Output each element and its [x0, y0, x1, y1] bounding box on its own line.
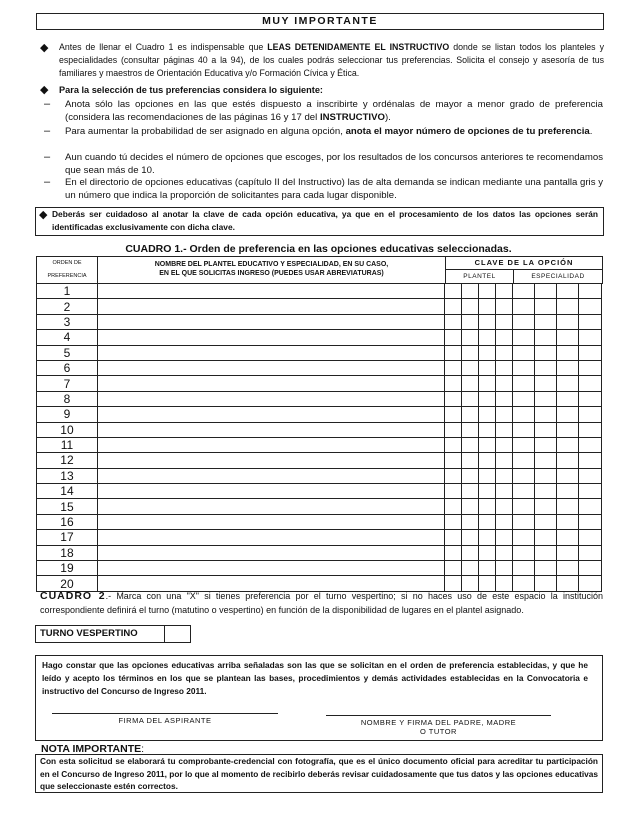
plantel-key-cell[interactable] — [462, 314, 479, 329]
nombre-label-1: NOMBRE DEL PLANTEL EDUCATIVO Y ESPECIALIDAD, EN SU CASO, — [154, 261, 389, 268]
especialidad-key-cell[interactable] — [513, 468, 535, 483]
especialidad-key-cell[interactable] — [579, 299, 602, 314]
row-number: 19 — [37, 561, 98, 576]
nombre-label-2: EN EL QUE SOLICITAS INGRESO (PUEDES USAR ABREVIATURAS) — [159, 270, 384, 277]
plantel-key-cell[interactable] — [462, 360, 479, 375]
row-number: 20 — [37, 576, 98, 591]
table-row — [37, 514, 602, 529]
especialidad-key-cell[interactable] — [557, 499, 579, 514]
especialidad-key-cell[interactable] — [579, 545, 602, 560]
cuadro2-text — [40, 590, 603, 617]
plantel-name-cell[interactable] — [97, 299, 444, 314]
table-row — [37, 576, 602, 591]
row-number: 13 — [37, 468, 98, 483]
plantel-name-cell[interactable] — [97, 484, 444, 499]
especialidad-key-cell[interactable] — [557, 437, 579, 452]
orden-label-2: PREFERENCIA — [47, 273, 87, 279]
plantel-key-cell[interactable] — [479, 499, 496, 514]
plantel-key-cell[interactable] — [496, 345, 513, 360]
especialidad-key-cell[interactable] — [535, 468, 557, 483]
especialidad-key-cell[interactable] — [535, 453, 557, 468]
especialidad-key-cell[interactable] — [557, 360, 579, 375]
especialidad-key-cell[interactable] — [535, 514, 557, 529]
orden-label-1: ORDEN DE — [52, 260, 82, 266]
especialidad-key-cell[interactable] — [579, 437, 602, 452]
intro-paragraph-1 — [59, 41, 604, 80]
plantel-key-cell[interactable] — [445, 453, 462, 468]
plantel-key-cell[interactable] — [496, 360, 513, 375]
especialidad-key-cell[interactable] — [513, 345, 535, 360]
declaration-text: Hago constar que las opciones educativas arriba señaladas son las que se solicitan en el orden de preferencia establecidas, y que he leído y acepto los términos en los que se plantean las bases, procedimientos y demás actividades establecidas en la Convocatoria e instructivo del Concurso de Ingreso 2011. — [42, 660, 588, 696]
table-row — [37, 284, 602, 299]
plantel-key-cell[interactable] — [496, 314, 513, 329]
plantel-key-cell[interactable] — [479, 514, 496, 529]
plantel-name-cell[interactable] — [97, 391, 444, 406]
especialidad-key-cell[interactable] — [513, 376, 535, 391]
plantel-key-cell[interactable] — [445, 330, 462, 345]
intro-p1-bold: LEAS DETENIDAMENTE EL INSTRUCTIVO — [267, 42, 450, 52]
plantel-key-cell[interactable] — [479, 391, 496, 406]
cuadro1-header-orden — [36, 256, 98, 284]
especialidad-key-cell[interactable] — [557, 468, 579, 483]
table-row — [37, 360, 602, 375]
plantel-key-cell[interactable] — [496, 484, 513, 499]
plantel-key-cell[interactable] — [496, 437, 513, 452]
plantel-key-cell[interactable] — [462, 422, 479, 437]
dash-item-2 — [65, 125, 603, 138]
table-row — [37, 437, 602, 452]
dash-item-2-bold: anota el mayor número de opciones de tu preferencia — [345, 126, 590, 137]
dash-icon: – — [44, 98, 51, 110]
plantel-key-cell[interactable] — [479, 376, 496, 391]
plantel-key-cell[interactable] — [445, 422, 462, 437]
table-row — [37, 407, 602, 422]
especialidad-key-cell[interactable] — [557, 561, 579, 576]
especialidad-key-cell[interactable] — [513, 545, 535, 560]
signature-line-padre[interactable] — [326, 715, 551, 716]
row-number: 4 — [37, 330, 98, 345]
header-box — [36, 13, 604, 30]
diamond-icon: ◆ — [40, 42, 49, 54]
especialidad-key-cell[interactable] — [557, 284, 579, 299]
plantel-key-cell[interactable] — [445, 391, 462, 406]
especialidad-key-cell[interactable] — [513, 391, 535, 406]
table-row — [37, 376, 602, 391]
dash-icon: – — [44, 125, 51, 137]
row-number: 6 — [37, 360, 98, 375]
cuadro1-header-nombre — [97, 256, 446, 284]
plantel-key-cell[interactable] — [496, 330, 513, 345]
plantel-key-cell[interactable] — [462, 299, 479, 314]
especialidad-key-cell[interactable] — [535, 391, 557, 406]
plantel-key-cell[interactable] — [445, 284, 462, 299]
plantel-key-cell[interactable] — [479, 284, 496, 299]
table-row — [37, 468, 602, 483]
plantel-name-cell[interactable] — [97, 453, 444, 468]
table-row — [37, 499, 602, 514]
cuadro1-title: CUADRO 1.- Orden de preferencia en las opciones educativas seleccionadas. — [125, 243, 512, 255]
table-row — [37, 330, 602, 345]
nota-text: Con esta solicitud se elaborará tu comprobante-credencial con fotografía, que es el único documento oficial para acreditar tu participación en el Concurso de Ingreso 2011, por lo que al momento de recibirlo deberás revisar cuidadosamente que tus datos y las opciones educativas que seleccionaste estén correctos. — [40, 756, 598, 791]
especialidad-key-cell[interactable] — [579, 484, 602, 499]
plantel-key-cell[interactable] — [479, 345, 496, 360]
especialidad-key-cell[interactable] — [579, 499, 602, 514]
plantel-key-cell[interactable] — [462, 561, 479, 576]
plantel-key-cell[interactable] — [462, 345, 479, 360]
plantel-name-cell[interactable] — [97, 561, 444, 576]
especialidad-key-cell[interactable] — [513, 499, 535, 514]
plantel-key-cell[interactable] — [496, 299, 513, 314]
table-row — [37, 545, 602, 560]
plantel-key-cell[interactable] — [445, 468, 462, 483]
especialidad-key-cell[interactable] — [535, 422, 557, 437]
plantel-key-cell[interactable] — [445, 514, 462, 529]
plantel-key-cell[interactable] — [462, 391, 479, 406]
plantel-key-cell[interactable] — [496, 530, 513, 545]
row-number: 17 — [37, 530, 98, 545]
plantel-key-cell[interactable] — [479, 437, 496, 452]
plantel-key-cell[interactable] — [445, 530, 462, 545]
especialidad-key-cell[interactable] — [557, 422, 579, 437]
plantel-key-cell[interactable] — [445, 314, 462, 329]
plantel-key-cell[interactable] — [479, 330, 496, 345]
especialidad-key-cell[interactable] — [557, 530, 579, 545]
plantel-key-cell[interactable] — [445, 376, 462, 391]
plantel-key-cell[interactable] — [479, 576, 496, 591]
plantel-key-cell[interactable] — [462, 376, 479, 391]
especialidad-key-cell[interactable] — [557, 514, 579, 529]
cuadro2-body: .- Marca con una "X" si tienes preferencia por el turno vespertino; si no haces uso de este espacio la institución correspondiente definirá el turno (matutino o vespertino) en función de la disponibilidad de lugares en el plantel asignado. — [40, 591, 603, 615]
plantel-key-cell[interactable] — [445, 407, 462, 422]
row-number: 16 — [37, 514, 98, 529]
row-number: 7 — [37, 376, 98, 391]
plantel-key-cell[interactable] — [496, 468, 513, 483]
dash-item-3: Aun cuando tú decides el número de opciones que escoges, por los resultados de los concursos anteriores te recomendamos que sean más de 10. — [65, 152, 603, 176]
plantel-key-cell[interactable] — [445, 561, 462, 576]
nota-title-colon: : — [141, 743, 145, 755]
diamond-icon: ◆ — [39, 209, 48, 221]
especialidad-key-cell[interactable] — [535, 545, 557, 560]
especialidad-key-cell[interactable] — [535, 284, 557, 299]
plantel-key-cell[interactable] — [496, 545, 513, 560]
especialidad-key-cell[interactable] — [579, 376, 602, 391]
signature-label-aspirante: FIRMA DEL ASPIRANTE — [118, 716, 212, 725]
table-row — [37, 314, 602, 329]
turno-vespertino-checkbox[interactable] — [164, 625, 191, 643]
especialidad-key-cell[interactable] — [535, 576, 557, 591]
plantel-key-cell[interactable] — [462, 499, 479, 514]
dash-item-1-a: Anota sólo las opciones en las que estés dispuesto a inscribirte y ordénalas de mayor a menor grado de preferencia (considera las recomendaciones de las páginas 16 y 17 del — [65, 99, 603, 123]
especialidad-key-cell[interactable] — [513, 360, 535, 375]
plantel-key-cell[interactable] — [462, 545, 479, 560]
table-row — [37, 345, 602, 360]
plantel-key-cell[interactable] — [462, 330, 479, 345]
especialidad-key-cell[interactable] — [513, 407, 535, 422]
plantel-name-cell[interactable] — [97, 376, 444, 391]
plantel-name-cell[interactable] — [97, 468, 444, 483]
especialidad-key-cell[interactable] — [513, 330, 535, 345]
plantel-key-cell[interactable] — [445, 576, 462, 591]
especialidad-key-cell[interactable] — [513, 422, 535, 437]
plantel-key-cell[interactable] — [445, 299, 462, 314]
cuadro1-table — [36, 283, 602, 592]
row-number: 18 — [37, 545, 98, 560]
especialidad-key-cell[interactable] — [513, 484, 535, 499]
plantel-name-cell[interactable] — [97, 345, 444, 360]
intro-p1-c: donde se listan todos los planteles y especialidades (consultar páginas 40 a la 94), de los cuales podrás seleccionar tus preferencias. Solicita el consejo y asesoría de tus familiares y maestros de Orientación Educativa y/o Formación Cívica y Ética. — [59, 42, 604, 78]
especialidad-key-cell[interactable] — [557, 391, 579, 406]
dash-icon: – — [44, 176, 51, 188]
especialidad-key-cell[interactable] — [579, 330, 602, 345]
dash-item-1 — [65, 98, 603, 124]
cuadro1-header-especialidad — [513, 269, 603, 284]
plantel-key-cell[interactable] — [462, 453, 479, 468]
especialidad-key-cell[interactable] — [557, 299, 579, 314]
plantel-key-cell[interactable] — [445, 499, 462, 514]
row-number: 9 — [37, 407, 98, 422]
dash-item-2-a: Para aumentar la probabilidad de ser asignado en alguna opción, — [65, 126, 346, 137]
signature-label-padre-2: O TUTOR — [420, 727, 457, 736]
especialidad-key-cell[interactable] — [535, 530, 557, 545]
especialidad-key-cell[interactable] — [513, 437, 535, 452]
especialidad-key-cell[interactable] — [535, 345, 557, 360]
especialidad-key-cell[interactable] — [579, 314, 602, 329]
plantel-key-cell[interactable] — [479, 468, 496, 483]
nota-box — [35, 754, 603, 793]
especialidad-key-cell[interactable] — [557, 407, 579, 422]
plantel-name-cell[interactable] — [97, 530, 444, 545]
row-number: 5 — [37, 345, 98, 360]
plantel-key-cell[interactable] — [479, 314, 496, 329]
dash-item-1-bold: INSTRUCTIVO — [319, 112, 385, 123]
cuadro1-header-clave — [445, 256, 603, 270]
dash-item-2-c: . — [589, 126, 593, 137]
especialidad-key-cell[interactable] — [579, 468, 602, 483]
especialidad-key-cell[interactable] — [557, 453, 579, 468]
table-row — [37, 299, 602, 314]
signature-label-padre-1: NOMBRE Y FIRMA DEL PADRE, MADRE — [360, 718, 517, 727]
plantel-key-cell[interactable] — [462, 437, 479, 452]
turno-vespertino-label: TURNO VESPERTINO — [35, 625, 165, 643]
plantel-key-cell[interactable] — [496, 514, 513, 529]
especialidad-key-cell[interactable] — [557, 314, 579, 329]
plantel-key-cell[interactable] — [445, 484, 462, 499]
plantel-name-cell[interactable] — [97, 360, 444, 375]
intro-paragraph-2: Para la selección de tus preferencias considera lo siguiente: — [59, 85, 323, 95]
especialidad-label: ESPECIALIDAD — [531, 273, 585, 280]
row-number: 1 — [37, 284, 98, 299]
warning-text: Deberás ser cuidadoso al anotar la clave de cada opción educativa, ya que en el procesamiento de los datos las opciones serán identificadas exclusivamente con dicha clave. — [52, 209, 598, 232]
plantel-key-cell[interactable] — [479, 360, 496, 375]
plantel-key-cell[interactable] — [479, 299, 496, 314]
especialidad-key-cell[interactable] — [513, 284, 535, 299]
especialidad-key-cell[interactable] — [513, 314, 535, 329]
plantel-key-cell[interactable] — [462, 484, 479, 499]
clave-label: CLAVE DE LA OPCIÓN — [474, 258, 574, 267]
plantel-key-cell[interactable] — [462, 407, 479, 422]
plantel-name-cell[interactable] — [97, 314, 444, 329]
especialidad-key-cell[interactable] — [579, 284, 602, 299]
plantel-key-cell[interactable] — [462, 530, 479, 545]
row-number: 12 — [37, 453, 98, 468]
plantel-label: PLANTEL — [463, 273, 496, 280]
especialidad-key-cell[interactable] — [579, 576, 602, 591]
especialidad-key-cell[interactable] — [579, 422, 602, 437]
especialidad-key-cell[interactable] — [579, 391, 602, 406]
plantel-key-cell[interactable] — [462, 576, 479, 591]
plantel-name-cell[interactable] — [97, 499, 444, 514]
page-title: MUY IMPORTANTE — [262, 15, 378, 27]
especialidad-key-cell[interactable] — [535, 376, 557, 391]
warning-box — [35, 207, 604, 236]
plantel-key-cell[interactable] — [479, 561, 496, 576]
row-number: 11 — [37, 437, 98, 452]
plantel-key-cell[interactable] — [445, 545, 462, 560]
plantel-name-cell[interactable] — [97, 407, 444, 422]
plantel-key-cell[interactable] — [462, 468, 479, 483]
especialidad-key-cell[interactable] — [535, 484, 557, 499]
plantel-key-cell[interactable] — [445, 437, 462, 452]
especialidad-key-cell[interactable] — [513, 453, 535, 468]
especialidad-key-cell[interactable] — [535, 407, 557, 422]
plantel-key-cell[interactable] — [496, 391, 513, 406]
especialidad-key-cell[interactable] — [535, 314, 557, 329]
nota-title-text: NOTA IMPORTANTE — [41, 743, 142, 755]
plantel-key-cell[interactable] — [479, 407, 496, 422]
especialidad-key-cell[interactable] — [557, 330, 579, 345]
intro-p1-a: Antes de llenar el Cuadro 1 es indispensable que — [59, 42, 268, 52]
row-number: 3 — [37, 314, 98, 329]
plantel-key-cell[interactable] — [479, 453, 496, 468]
plantel-key-cell[interactable] — [496, 284, 513, 299]
plantel-key-cell[interactable] — [496, 499, 513, 514]
row-number: 15 — [37, 499, 98, 514]
plantel-key-cell[interactable] — [496, 376, 513, 391]
especialidad-key-cell[interactable] — [557, 545, 579, 560]
table-row — [37, 422, 602, 437]
row-number: 8 — [37, 391, 98, 406]
diamond-icon: ◆ — [40, 84, 49, 96]
plantel-name-cell[interactable] — [97, 545, 444, 560]
table-row — [37, 561, 602, 576]
especialidad-key-cell[interactable] — [579, 360, 602, 375]
plantel-key-cell[interactable] — [496, 422, 513, 437]
dash-item-1-c: ). — [384, 112, 391, 123]
plantel-key-cell[interactable] — [479, 484, 496, 499]
table-row — [37, 453, 602, 468]
cuadro1-header-plantel — [445, 269, 514, 284]
row-number: 10 — [37, 422, 98, 437]
especialidad-key-cell[interactable] — [535, 499, 557, 514]
plantel-name-cell[interactable] — [97, 576, 444, 591]
plantel-name-cell[interactable] — [97, 514, 444, 529]
row-number: 14 — [37, 484, 98, 499]
plantel-key-cell[interactable] — [496, 561, 513, 576]
plantel-key-cell[interactable] — [479, 422, 496, 437]
especialidad-key-cell[interactable] — [535, 437, 557, 452]
especialidad-key-cell[interactable] — [535, 561, 557, 576]
especialidad-key-cell[interactable] — [557, 376, 579, 391]
plantel-name-cell[interactable] — [97, 284, 444, 299]
especialidad-key-cell[interactable] — [557, 345, 579, 360]
especialidad-key-cell[interactable] — [579, 407, 602, 422]
especialidad-key-cell[interactable] — [513, 530, 535, 545]
plantel-key-cell[interactable] — [496, 407, 513, 422]
especialidad-key-cell[interactable] — [579, 453, 602, 468]
plantel-key-cell[interactable] — [445, 345, 462, 360]
especialidad-key-cell[interactable] — [557, 576, 579, 591]
plantel-name-cell[interactable] — [97, 437, 444, 452]
especialidad-key-cell[interactable] — [535, 299, 557, 314]
plantel-key-cell[interactable] — [479, 530, 496, 545]
plantel-key-cell[interactable] — [462, 514, 479, 529]
row-number: 2 — [37, 299, 98, 314]
table-row — [37, 484, 602, 499]
declaration-box — [35, 655, 603, 741]
especialidad-key-cell[interactable] — [579, 530, 602, 545]
especialidad-key-cell[interactable] — [579, 345, 602, 360]
especialidad-key-cell[interactable] — [513, 299, 535, 314]
especialidad-key-cell[interactable] — [557, 484, 579, 499]
plantel-key-cell[interactable] — [496, 576, 513, 591]
especialidad-key-cell[interactable] — [535, 360, 557, 375]
plantel-name-cell[interactable] — [97, 422, 444, 437]
dash-item-4: En el directorio de opciones educativas (capítulo II del Instructivo) las de alta demanda se indican mediante una pantalla gris y un número que indica la proporción de solicitantes para cada lugar disponible. — [65, 177, 603, 201]
plantel-key-cell[interactable] — [462, 284, 479, 299]
plantel-name-cell[interactable] — [97, 330, 444, 345]
cuadro2-label: CUADRO 2 — [40, 590, 106, 602]
plantel-key-cell[interactable] — [445, 360, 462, 375]
plantel-key-cell[interactable] — [496, 453, 513, 468]
signature-line-aspirante[interactable] — [52, 713, 278, 714]
especialidad-key-cell[interactable] — [535, 330, 557, 345]
especialidad-key-cell[interactable] — [513, 576, 535, 591]
especialidad-key-cell[interactable] — [579, 561, 602, 576]
especialidad-key-cell[interactable] — [579, 514, 602, 529]
plantel-key-cell[interactable] — [479, 545, 496, 560]
especialidad-key-cell[interactable] — [513, 561, 535, 576]
dash-icon: – — [44, 151, 51, 163]
table-row — [37, 391, 602, 406]
especialidad-key-cell[interactable] — [513, 514, 535, 529]
table-row — [37, 530, 602, 545]
